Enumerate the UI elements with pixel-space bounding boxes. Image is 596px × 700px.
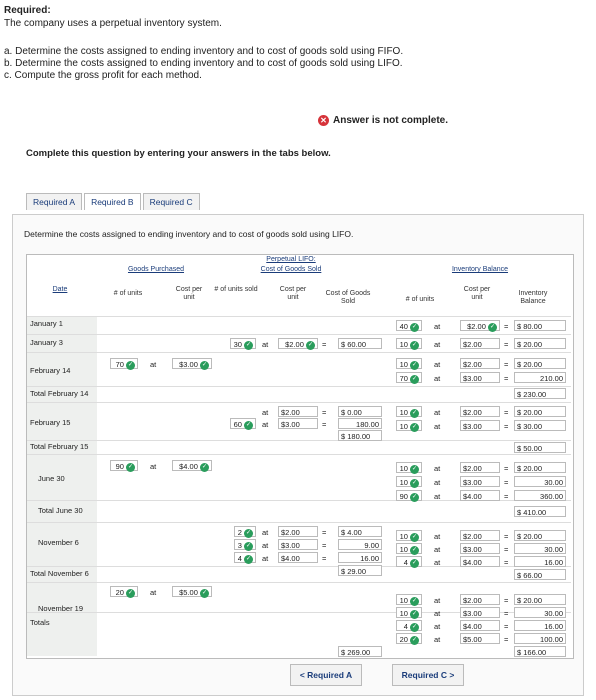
nov6-cogs-c[interactable]: 16.00	[338, 552, 382, 563]
nov6-inv-cost-c[interactable]: $4.00	[460, 556, 500, 567]
equals-sign: =	[322, 554, 327, 563]
nov6-inv-units-a[interactable]: 10 ✓	[396, 530, 422, 541]
jan1-inv-cost[interactable]: $2.00 ✓	[460, 320, 500, 331]
jun30-purchase-units[interactable]: 90 ✓	[110, 460, 138, 471]
feb15-inv-cost-a[interactable]: $2.00	[460, 406, 500, 417]
row-divider	[27, 454, 571, 455]
feb15-sold-cost-b[interactable]: $3.00	[278, 418, 318, 429]
row-label-feb15: February 15	[30, 418, 71, 427]
feb15-sold-units-b[interactable]: 60 ✓	[230, 418, 256, 429]
at-label: at	[434, 609, 441, 618]
required-label: Required:	[4, 5, 51, 16]
jun30-inv-balance-b[interactable]: 30.00	[514, 476, 566, 487]
nov6-inv-cost-a[interactable]: $2.00	[460, 530, 500, 541]
jun30-inv-cost-b[interactable]: $3.00	[460, 476, 500, 487]
jan3-sold-cost[interactable]: $2.00 ✓	[278, 338, 318, 349]
equals-sign: =	[504, 322, 509, 331]
nov19-inv-units-a[interactable]: 10 ✓	[396, 594, 422, 605]
check-icon: ✓	[411, 465, 418, 472]
jun30-inv-balance-c[interactable]: 360.00	[514, 490, 566, 501]
feb15-inv-balance-a[interactable]: $ 20.00	[514, 406, 566, 417]
inventory-balance-title: Inventory Balance	[451, 266, 509, 273]
jun30-purchase-cost[interactable]: $4.00 ✓	[172, 460, 212, 471]
nov19-inv-units-d[interactable]: 20 ✓	[396, 633, 422, 644]
jun30-total[interactable]: $ 410.00	[514, 506, 566, 517]
col-cogs: Cost of Goods Sold	[325, 290, 371, 305]
feb15-cogs-total[interactable]: $ 180.00	[338, 430, 382, 441]
nov19-inv-cost-c[interactable]: $4.00	[460, 620, 500, 631]
feb14-inv-units-b[interactable]: 70 ✓	[396, 372, 422, 383]
feb14-inv-balance-a[interactable]: $ 20.00	[514, 358, 566, 369]
row-label-jan1: January 1	[30, 319, 63, 328]
nov6-cogs-b[interactable]: 9.00	[338, 539, 382, 550]
nov6-inv-balance-b[interactable]: 30.00	[514, 543, 566, 554]
jan3-inv-units[interactable]: 10 ✓	[396, 338, 422, 349]
jan3-sold-units[interactable]: 30 ✓	[230, 338, 256, 349]
nov6-sold-units-b[interactable]: 3 ✓	[234, 539, 256, 550]
next-required-c-button[interactable]: Required C >	[392, 664, 464, 686]
jan3-cogs[interactable]: $ 60.00	[338, 338, 382, 349]
check-icon: ✓	[411, 361, 418, 368]
check-icon: ✓	[201, 589, 208, 596]
jun30-inv-cost-a[interactable]: $2.00	[460, 462, 500, 473]
check-icon: ✓	[489, 323, 496, 330]
check-icon: ✓	[411, 623, 418, 630]
x-circle-icon: ✕	[318, 115, 329, 126]
jun30-inv-balance-a[interactable]: $ 20.00	[514, 462, 566, 473]
at-label: at	[150, 588, 157, 597]
feb15-sold-cost-a[interactable]: $2.00	[278, 406, 318, 417]
equals-sign: =	[504, 464, 509, 473]
check-icon: ✓	[127, 361, 134, 368]
equals-sign: =	[504, 422, 509, 431]
jun30-inv-units-a[interactable]: 10 ✓	[396, 462, 422, 473]
equals-sign: =	[504, 408, 509, 417]
check-icon: ✓	[411, 559, 418, 566]
nov6-sold-cost-b[interactable]: $3.00	[278, 539, 318, 550]
at-label: at	[262, 408, 269, 417]
equals-sign: =	[504, 558, 509, 567]
row-divider	[27, 440, 571, 441]
goods-purchased-title: Goods Purchased	[127, 266, 185, 273]
nov19-purchase-cost[interactable]: $5.00 ✓	[172, 586, 212, 597]
nov19-inv-balance-a[interactable]: $ 20.00	[514, 594, 566, 605]
at-label: at	[434, 464, 441, 473]
row-label-feb14: February 14	[30, 366, 71, 375]
row-divider	[27, 334, 571, 335]
col-inv-balance: Inventory Balance	[518, 290, 548, 305]
check-icon: ✓	[411, 597, 418, 604]
feb15-inv-units-a[interactable]: 10 ✓	[396, 406, 422, 417]
nov19-inv-units-b[interactable]: 10 ✓	[396, 607, 422, 618]
check-icon: ✓	[411, 546, 418, 553]
check-icon: ✓	[127, 589, 134, 596]
nov6-sold-cost-c[interactable]: $4.00	[278, 552, 318, 563]
check-icon: ✓	[411, 636, 418, 643]
equals-sign: =	[504, 478, 509, 487]
row-label-total-nov6: Total November 6	[30, 569, 89, 578]
question-b: b. Determine the costs assigned to ending inventory and to cost of goods sold using LIFO.	[4, 58, 403, 69]
equals-sign: =	[504, 622, 509, 631]
nov6-inv-balance-a[interactable]: $ 20.00	[514, 530, 566, 541]
nov19-inv-units-c[interactable]: 4 ✓	[396, 620, 422, 631]
feb14-inv-cost-b[interactable]: $3.00	[460, 372, 500, 383]
totals-cogs[interactable]: $ 269.00	[338, 646, 382, 657]
question-c: c. Compute the gross profit for each method.	[4, 70, 202, 81]
nov19-purchase-units[interactable]: 20 ✓	[110, 586, 138, 597]
row-label-total-jun30: Total June 30	[38, 506, 83, 515]
row-label-nov6: November 6	[38, 538, 79, 547]
row-divider	[27, 386, 571, 387]
equals-sign: =	[504, 532, 509, 541]
check-icon: ✓	[307, 341, 314, 348]
panel-title: Determine the costs assigned to ending inventory and to cost of goods sold using LIFO.	[24, 229, 354, 239]
feb14-inv-balance-b[interactable]: 210.00	[514, 372, 566, 383]
feb15-inv-balance-b[interactable]: $ 30.00	[514, 420, 566, 431]
equals-sign: =	[504, 596, 509, 605]
at-label: at	[434, 635, 441, 644]
jan3-inv-balance[interactable]: $ 20.00	[514, 338, 566, 349]
nov19-inv-balance-b[interactable]: 30.00	[514, 607, 566, 618]
nov6-sold-units-a[interactable]: 2 ✓	[234, 526, 256, 537]
at-label: at	[434, 596, 441, 605]
row-label-total-feb14: Total February 14	[30, 389, 89, 398]
feb14-purchase-cost[interactable]: $3.00 ✓	[172, 358, 212, 369]
jan3-inv-cost[interactable]: $2.00	[460, 338, 500, 349]
at-label: at	[434, 492, 441, 501]
feb15-cogs-a[interactable]: $ 0.00	[338, 406, 382, 417]
row-label-total-feb15: Total February 15	[30, 442, 89, 451]
feb14-total[interactable]: $ 230.00	[514, 388, 566, 399]
nov19-inv-cost-a[interactable]: $2.00	[460, 594, 500, 605]
col-purchase-units: # of units	[113, 290, 143, 297]
check-icon: ✓	[411, 479, 418, 486]
check-icon: ✓	[201, 361, 208, 368]
nov19-inv-balance-c[interactable]: 16.00	[514, 620, 566, 631]
cogs-group-title: Cost of Goods Sold	[260, 266, 322, 273]
row-divider	[27, 582, 571, 583]
check-icon: ✓	[245, 542, 252, 549]
row-divider	[27, 316, 571, 317]
check-icon: ✓	[245, 421, 252, 428]
jan1-inv-units[interactable]: 40 ✓	[396, 320, 422, 331]
at-label: at	[150, 462, 157, 471]
at-label: at	[434, 545, 441, 554]
feb15-inv-cost-b[interactable]: $3.00	[460, 420, 500, 431]
check-icon: ✓	[411, 533, 418, 540]
equals-sign: =	[322, 541, 327, 550]
check-icon: ✓	[411, 493, 418, 500]
at-label: at	[434, 322, 441, 331]
equals-sign: =	[504, 340, 509, 349]
nov6-inv-total[interactable]: $ 66.00	[514, 569, 566, 580]
question-list	[4, 46, 403, 82]
at-label: at	[434, 558, 441, 567]
col-units-sold: # of units sold	[214, 286, 258, 293]
at-label: at	[262, 420, 269, 429]
jun30-inv-cost-c[interactable]: $4.00	[460, 490, 500, 501]
at-label: at	[434, 622, 441, 631]
feb15-inv-total[interactable]: $ 50.00	[514, 442, 566, 453]
tab-required-b[interactable]: Required B	[84, 193, 141, 210]
at-label: at	[262, 541, 269, 550]
intro-text: The company uses a perpetual inventory system.	[4, 18, 222, 29]
feb14-inv-units-a[interactable]: 10 ✓	[396, 358, 422, 369]
nov6-cogs-a[interactable]: $ 4.00	[338, 526, 382, 537]
jun30-inv-units-c[interactable]: 90 ✓	[396, 490, 422, 501]
col-sold-cost: Cost per unit	[279, 286, 307, 301]
equals-sign: =	[504, 609, 509, 618]
at-label: at	[434, 374, 441, 383]
equals-sign: =	[322, 340, 327, 349]
nov6-inv-balance-c[interactable]: 16.00	[514, 556, 566, 567]
at-label: at	[434, 532, 441, 541]
feb15-cogs-b[interactable]: 180.00	[338, 418, 382, 429]
col-inv-units: # of units	[405, 296, 435, 303]
at-label: at	[434, 422, 441, 431]
answer-status-banner	[318, 115, 448, 126]
check-icon: ✓	[201, 463, 208, 470]
equals-sign: =	[322, 420, 327, 429]
at-label: at	[150, 360, 157, 369]
row-divider	[27, 522, 571, 523]
nov19-inv-cost-b[interactable]: $3.00	[460, 607, 500, 618]
check-icon: ✓	[245, 341, 252, 348]
check-icon: ✓	[127, 463, 134, 470]
totals-inventory[interactable]: $ 166.00	[514, 646, 566, 657]
at-label: at	[262, 528, 269, 537]
banner-text: Answer is not complete.	[333, 115, 449, 126]
check-icon: ✓	[411, 409, 418, 416]
equals-sign: =	[504, 360, 509, 369]
col-inv-cost: Cost per unit	[463, 286, 491, 301]
equals-sign: =	[504, 492, 509, 501]
at-label: at	[434, 360, 441, 369]
nov6-inv-cost-b[interactable]: $3.00	[460, 543, 500, 554]
check-icon: ✓	[245, 529, 252, 536]
equals-sign: =	[322, 528, 327, 537]
tab-bar	[26, 193, 202, 210]
equals-sign: =	[504, 545, 509, 554]
feb14-inv-cost-a[interactable]: $2.00	[460, 358, 500, 369]
nov19-inv-cost-d[interactable]: $5.00	[460, 633, 500, 644]
nov6-inv-units-b[interactable]: 10 ✓	[396, 543, 422, 554]
row-label-jan3: January 3	[30, 338, 63, 347]
check-icon: ✓	[411, 423, 418, 430]
at-label: at	[434, 478, 441, 487]
equals-sign: =	[504, 635, 509, 644]
header	[4, 4, 222, 30]
at-label: at	[262, 340, 269, 349]
equals-sign: =	[504, 374, 509, 383]
nov6-sold-cost-a[interactable]: $2.00	[278, 526, 318, 537]
row-divider	[27, 352, 571, 353]
row-label-jun30: June 30	[38, 474, 65, 483]
tab-required-c[interactable]: Required C	[143, 193, 200, 210]
check-icon: ✓	[411, 323, 418, 330]
at-label: at	[434, 408, 441, 417]
check-icon: ✓	[411, 375, 418, 382]
feb15-inv-units-b[interactable]: 10 ✓	[396, 420, 422, 431]
col-date: Date	[52, 286, 68, 293]
check-icon: ✓	[245, 555, 252, 562]
equals-sign: =	[322, 408, 327, 417]
nov19-inv-balance-d[interactable]: 100.00	[514, 633, 566, 644]
table-title: Perpetual LIFO:	[266, 256, 316, 263]
nov6-cogs-total[interactable]: $ 29.00	[338, 565, 382, 576]
jan1-inv-balance[interactable]: $ 80.00	[514, 320, 566, 331]
prev-required-a-button[interactable]: < Required A	[290, 664, 362, 686]
row-label-totals: Totals	[30, 618, 50, 627]
jun30-inv-units-b[interactable]: 10 ✓	[396, 476, 422, 487]
check-icon: ✓	[411, 610, 418, 617]
at-label: at	[434, 340, 441, 349]
row-label-nov19: November 19	[38, 604, 84, 613]
row-divider	[27, 402, 571, 403]
question-a: a. Determine the costs assigned to ending inventory and to cost of goods sold using FIFO.	[4, 46, 404, 57]
check-icon: ✓	[411, 341, 418, 348]
feb14-purchase-units[interactable]: 70 ✓	[110, 358, 138, 369]
tab-required-a[interactable]: Required A	[26, 193, 82, 210]
instruction-text: Complete this question by entering your answers in the tabs below.	[26, 148, 331, 159]
col-purchase-cost: Cost per unit	[175, 286, 203, 301]
nov6-inv-units-c[interactable]: 4 ✓	[396, 556, 422, 567]
at-label: at	[262, 554, 269, 563]
nov6-sold-units-c[interactable]: 4 ✓	[234, 552, 256, 563]
